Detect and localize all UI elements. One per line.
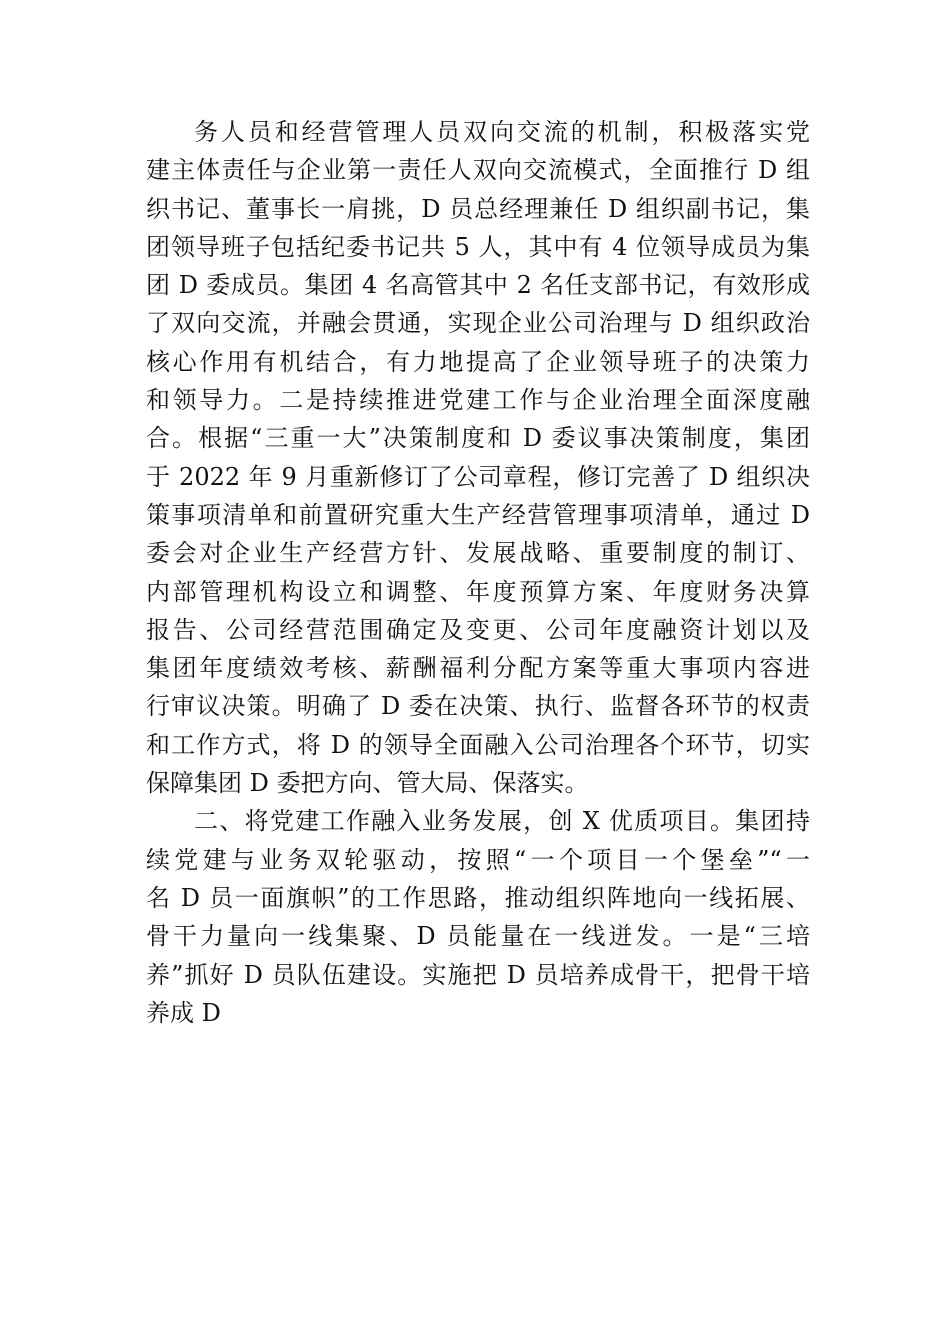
text-line: 于 2022 年 9 月重新修订了公司章程，修订完善了 D 组织决 [146, 462, 810, 491]
text-line: 内部管理机构设立和调整、年度预算方案、年度财务决算 [146, 577, 810, 606]
text-line: 合。根据“三重一大”决策制度和 D 委议事决策制度，集团 [146, 424, 810, 453]
text-line: 建主体责任与企业第一责任人双向交流模式，全面推行 D 组 [146, 156, 810, 185]
text-line: 二、将党建工作融入业务发展，创 X 优质项目。集团持 [194, 807, 810, 836]
text-line: 保障集团 D 委把方向、管大局、保落实。 [146, 769, 589, 798]
text-line: 核心作用有机结合，有力地提高了企业领导班子的决策力 [146, 347, 810, 376]
text-line: 策事项清单和前置研究重大生产经营管理事项清单，通过 D [146, 500, 810, 529]
text-line: 和工作方式，将 D 的领导全面融入公司治理各个环节，切实 [146, 730, 810, 759]
body-text [146, 113, 810, 1032]
text-line: 名 D 员一面旗帜”的工作思路，推动组织阵地向一线拓展、 [146, 883, 810, 912]
text-line: 集团年度绩效考核、薪酬福利分配方案等重大事项内容进 [146, 654, 810, 683]
text-line: 织书记、董事长一肩挑，D 员总经理兼任 D 组织副书记，集 [146, 194, 810, 223]
text-line: 委会对企业生产经营方针、发展战略、重要制度的制订、 [146, 539, 810, 568]
text-line: 行审议决策。明确了 D 委在决策、执行、监督各环节的权责 [146, 692, 810, 721]
text-line: 团 D 委成员。集团 4 名高管其中 2 名任支部书记，有效形成 [146, 271, 810, 300]
text-line: 骨干力量向一线集聚、D 员能量在一线迸发。一是“三培 [146, 922, 810, 951]
text-line: 和领导力。二是持续推进党建工作与企业治理全面深度融 [146, 386, 810, 415]
text-line: 养成 D [146, 998, 221, 1027]
text-line: 养”抓好 D 员队伍建设。实施把 D 员培养成骨干，把骨干培 [146, 960, 810, 989]
text-line: 了双向交流，并融会贯通，实现企业公司治理与 D 组织政治 [146, 309, 810, 338]
text-line: 续党建与业务双轮驱动，按照“一个项目一个堡垒”“一 [146, 845, 810, 874]
text-line: 务人员和经营管理人员双向交流的机制，积极落实党 [194, 118, 810, 146]
text-line: 团领导班子包括纪委书记共 5 人，其中有 4 位领导成员为集 [146, 232, 810, 261]
text-line: 报告、公司经营范围确定及变更、公司年度融资计划以及 [146, 615, 810, 644]
